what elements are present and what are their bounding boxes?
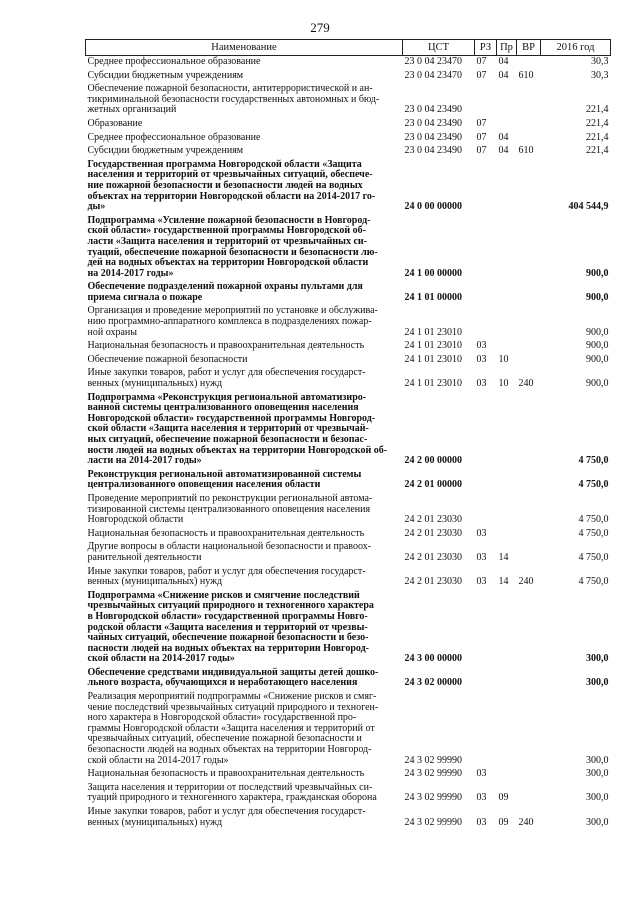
- cell-cst: 24 3 02 99990: [404, 792, 462, 804]
- table-row: [86, 367, 611, 391]
- cell-cst: 23 0 04 23490: [404, 145, 462, 157]
- cell-sum: 300,0: [586, 754, 609, 766]
- table-row: [86, 493, 611, 528]
- cell-sum: 900,0: [586, 353, 609, 365]
- cell-vr: [517, 215, 541, 282]
- cell-rz: [475, 305, 497, 340]
- table-row: [86, 281, 611, 305]
- cell-cst: 24 1 01 00000: [404, 291, 462, 303]
- cell-rz: [475, 590, 497, 667]
- cell-vr: 610: [518, 69, 534, 81]
- cell-cst: 24 2 01 23030: [404, 576, 462, 588]
- cell-name: Среднее профессиональное образование: [87, 131, 261, 143]
- cell-name: Подпрограмма «Реконструкция региональной автоматизиро- ванной системы централизованного оповещения населения Новгородской области» государственной программы Новгород- ской области «Защита населения и территорий от чрезвычай- ных ситуаций, обеспечение пожарной безопасности и безопас- ности людей на водных объектах на территории Новгородской об- ласти на 2014-2017 годы»: [87, 391, 388, 467]
- cell-vr: [517, 392, 541, 469]
- cell-sum: 30,3: [591, 69, 609, 81]
- cell-vr: [517, 667, 541, 691]
- cell-sum: 4 750,0: [578, 514, 609, 526]
- cell-rz: 03: [476, 378, 487, 390]
- cell-vr: 240: [518, 816, 534, 828]
- cell-rz: 07: [476, 145, 487, 157]
- cell-pr: [497, 305, 517, 340]
- cell-sum: 221,4: [586, 145, 609, 157]
- cell-vr: 240: [518, 576, 534, 588]
- cell-cst: 24 1 01 23010: [404, 340, 462, 352]
- cell-vr: [517, 305, 541, 340]
- cell-name: Субсидии бюджетным учреждениям: [87, 69, 244, 81]
- cell-cst: 24 1 01 23010: [404, 378, 462, 390]
- cell-vr: 610: [518, 145, 534, 157]
- cell-pr: [497, 340, 517, 354]
- cell-sum: 4 750,0: [578, 479, 609, 491]
- cell-pr: [497, 118, 517, 132]
- cell-name: Реализация мероприятий подпрограммы «Снижение рисков и смяг- чение последствий чрезвычайных ситуаций природного и техноген- ного характера в Новгородской области» государственной про- граммы Новгородской области «Защита населения и территорий от чрезвычайных ситуаций, обеспечение пожарной безопасности и безопасности людей на водных объектах на территории Новгород- ской области на 2014-2017 годы»: [87, 691, 379, 766]
- table-header-row: [86, 40, 611, 56]
- cell-cst: 23 0 04 23470: [404, 69, 462, 81]
- cell-vr: [517, 590, 541, 667]
- cell-cst: 23 0 04 23490: [404, 131, 462, 143]
- cell-rz: 03: [476, 792, 487, 804]
- cell-rz: [475, 281, 497, 305]
- table-row: [86, 768, 611, 782]
- table-row: [86, 132, 611, 146]
- cell-rz: [475, 392, 497, 469]
- cell-pr: 14: [498, 576, 509, 588]
- cell-sum: 900,0: [586, 326, 609, 338]
- header-cst: ЦСТ: [403, 40, 475, 56]
- cell-name: Среднее профессиональное образование: [87, 56, 261, 67]
- cell-rz: [475, 215, 497, 282]
- table-row: [86, 528, 611, 542]
- header-rz: РЗ: [475, 40, 497, 56]
- cell-rz: 07: [476, 56, 487, 67]
- cell-pr: [497, 159, 517, 215]
- cell-vr: [517, 132, 541, 146]
- cell-vr: [517, 281, 541, 305]
- cell-sum: 404 544,9: [568, 201, 609, 213]
- table-row: [86, 806, 611, 830]
- cell-name: Иные закупки товаров, работ и услуг для обеспечения государст- венных (муниципальных) нужд: [87, 565, 366, 588]
- table-row: [86, 83, 611, 118]
- cell-rz: [475, 83, 497, 118]
- cell-sum: 4 750,0: [578, 576, 609, 588]
- cell-pr: 09: [498, 816, 509, 828]
- cell-sum: 300,0: [586, 792, 609, 804]
- cell-cst: 24 1 01 23010: [404, 353, 462, 365]
- table-row: [86, 118, 611, 132]
- cell-vr: [517, 493, 541, 528]
- cell-pr: [497, 768, 517, 782]
- cell-pr: [497, 83, 517, 118]
- table-row: [86, 691, 611, 768]
- cell-cst: 23 0 04 23470: [404, 56, 462, 67]
- cell-rz: 07: [476, 69, 487, 81]
- cell-vr: [517, 541, 541, 565]
- table-row: [86, 159, 611, 215]
- cell-pr: 09: [498, 792, 509, 804]
- table-row: [86, 56, 611, 70]
- cell-name: Иные закупки товаров, работ и услуг для обеспечения государст- венных (муниципальных) нужд: [87, 367, 366, 390]
- cell-rz: 03: [476, 551, 487, 563]
- cell-pr: [497, 667, 517, 691]
- cell-cst: 24 3 02 99990: [404, 816, 462, 828]
- cell-rz: [475, 469, 497, 493]
- cell-rz: 03: [476, 527, 487, 539]
- cell-pr: [497, 493, 517, 528]
- cell-cst: 23 0 04 23490: [404, 104, 462, 116]
- table-row: [86, 392, 611, 469]
- cell-sum: 4 750,0: [578, 455, 609, 467]
- cell-vr: [517, 56, 541, 70]
- cell-pr: [497, 469, 517, 493]
- cell-sum: 300,0: [586, 768, 609, 780]
- cell-vr: [517, 118, 541, 132]
- table-row: [86, 541, 611, 565]
- cell-pr: [497, 215, 517, 282]
- cell-name: Обеспечение средствами индивидуальной защиты детей дошко- льного возраста, обучающихся и неработающего населения: [87, 666, 379, 689]
- cell-vr: [517, 782, 541, 806]
- header-vr: ВР: [517, 40, 541, 56]
- budget-table: [85, 39, 611, 830]
- cell-pr: [497, 691, 517, 768]
- cell-cst: 24 2 01 23030: [404, 527, 462, 539]
- cell-pr: 10: [498, 378, 509, 390]
- cell-rz: 03: [476, 576, 487, 588]
- cell-rz: [475, 159, 497, 215]
- table-row: [86, 566, 611, 590]
- cell-pr: [497, 392, 517, 469]
- cell-cst: 24 3 02 99990: [404, 768, 462, 780]
- table-row: [86, 340, 611, 354]
- cell-vr: 240: [518, 378, 534, 390]
- cell-rz: [475, 493, 497, 528]
- cell-name: Проведение мероприятий по реконструкции региональной автома- тизированной системы централизованного оповещения населения Новгородской области: [87, 492, 373, 526]
- cell-cst: 24 3 00 00000: [404, 653, 462, 665]
- cell-pr: [497, 281, 517, 305]
- cell-pr: 04: [498, 69, 509, 81]
- cell-sum: 900,0: [586, 267, 609, 279]
- cell-rz: [475, 691, 497, 768]
- cell-sum: 221,4: [586, 131, 609, 143]
- cell-name: Защита населения и территории от последствий чрезвычайных си- туаций природного и техногенного характера, гражданская оборона: [87, 781, 377, 804]
- cell-name: Субсидии бюджетным учреждениям: [87, 145, 244, 157]
- cell-sum: 300,0: [586, 653, 609, 665]
- header-sum: 2016 год: [541, 40, 611, 56]
- cell-sum: 221,4: [586, 117, 609, 129]
- cell-rz: 03: [476, 353, 487, 365]
- cell-pr: 04: [498, 131, 509, 143]
- table-row: [86, 590, 611, 667]
- cell-cst: 24 1 00 00000: [404, 267, 462, 279]
- cell-sum: 900,0: [586, 378, 609, 390]
- cell-pr: 04: [498, 145, 509, 157]
- cell-cst: 24 2 01 00000: [404, 479, 462, 491]
- cell-name: Реконструкция региональной автоматизированной системы централизованного оповещения населения области: [87, 468, 362, 491]
- cell-cst: 24 2 01 23030: [404, 551, 462, 563]
- cell-pr: 10: [498, 353, 509, 365]
- cell-sum: 900,0: [586, 340, 609, 352]
- cell-pr: 04: [498, 56, 509, 67]
- cell-name: Обеспечение пожарной безопасности: [87, 353, 248, 365]
- cell-name: Организация и проведение мероприятий по установке и обслужива- нию программно-аппаратного комплекса в подразделениях пожар- ной охраны: [87, 305, 378, 338]
- cell-cst: 24 0 00 00000: [404, 201, 462, 213]
- cell-name: Подпрограмма «Снижение рисков и смягчение последствий чрезвычайных ситуаций природного и техногенного характера в Новгородской области» государственной программы Новго- родской области «Защита населения и территорий от чрезвы- чайных ситуаций, обеспечение пожарной безопасности и безо- пасности людей на водных объектах на территории Новгород- ской области на 2014-2017 годы»: [87, 589, 374, 665]
- cell-sum: 4 750,0: [578, 527, 609, 539]
- cell-vr: [517, 768, 541, 782]
- cell-pr: [497, 528, 517, 542]
- table-row: [86, 354, 611, 368]
- cell-cst: 24 3 02 00000: [404, 677, 462, 689]
- table-row: [86, 782, 611, 806]
- cell-cst: 23 0 04 23490: [404, 117, 462, 129]
- cell-name: Обеспечение подразделений пожарной охраны пультами для приема сигнала о пожаре: [87, 281, 363, 303]
- cell-name: Подпрограмма «Усиление пожарной безопасности в Новгород- ской области» государственной программы Новгородской об- ласти «Защита населения и территорий от чрезвычайных си- туаций, обеспечение пожарной безопасности и безопасности лю- дей на водных объектах на территории Новгородской области на 2014-2017 годы»: [87, 214, 378, 279]
- table-row: [86, 667, 611, 691]
- cell-sum: 30,3: [591, 56, 609, 67]
- cell-name: Государственная программа Новгородской области «Защита населения и территорий от чрезвычайных ситуаций, обеспече- ние пожарной безопасности и безопасности людей на водных объектах на территории Новгородской области на 2014-2017 го- ды»: [87, 158, 376, 213]
- cell-sum: 4 750,0: [578, 551, 609, 563]
- cell-cst: 24 1 01 23010: [404, 326, 462, 338]
- cell-vr: [517, 354, 541, 368]
- table-row: [86, 305, 611, 340]
- cell-sum: 300,0: [586, 816, 609, 828]
- cell-name: Иные закупки товаров, работ и услуг для обеспечения государст- венных (муниципальных) нужд: [87, 806, 366, 828]
- page-number: 279: [310, 20, 330, 35]
- cell-sum: 900,0: [586, 291, 609, 303]
- table-row: [86, 70, 611, 84]
- cell-vr: [517, 691, 541, 768]
- cell-rz: 07: [476, 117, 487, 129]
- cell-name: Национальная безопасность и правоохранительная деятельность: [87, 340, 365, 352]
- cell-vr: [517, 469, 541, 493]
- cell-vr: [517, 159, 541, 215]
- cell-name: Национальная безопасность и правоохранительная деятельность: [87, 527, 365, 539]
- table-row: [86, 215, 611, 282]
- cell-name: Обеспечение пожарной безопасности, антитеррористической и ан- тикриминальной безопасности государственных автономных и бюд- жетных организаций: [87, 83, 380, 116]
- cell-name: Другие вопросы в области национальной безопасности и правоох- ранительной деятельности: [87, 541, 372, 563]
- cell-cst: 24 3 02 99990: [404, 754, 462, 766]
- cell-rz: 07: [476, 131, 487, 143]
- table-row: [86, 469, 611, 493]
- cell-rz: 03: [476, 340, 487, 352]
- cell-sum: 300,0: [586, 677, 609, 689]
- cell-vr: [517, 340, 541, 354]
- header-name: Наименование: [86, 40, 403, 56]
- cell-sum: 221,4: [586, 104, 609, 116]
- cell-name: Национальная безопасность и правоохранительная деятельность: [87, 768, 365, 780]
- cell-rz: [475, 667, 497, 691]
- table-row: [86, 145, 611, 159]
- cell-rz: 03: [476, 816, 487, 828]
- cell-vr: [517, 528, 541, 542]
- cell-name: Образование: [87, 117, 143, 129]
- cell-cst: 24 2 00 00000: [404, 455, 462, 467]
- cell-pr: [497, 590, 517, 667]
- cell-rz: 03: [476, 768, 487, 780]
- cell-pr: 14: [498, 551, 509, 563]
- cell-cst: 24 2 01 23030: [404, 514, 462, 526]
- cell-vr: [517, 83, 541, 118]
- header-pr: Пр: [497, 40, 517, 56]
